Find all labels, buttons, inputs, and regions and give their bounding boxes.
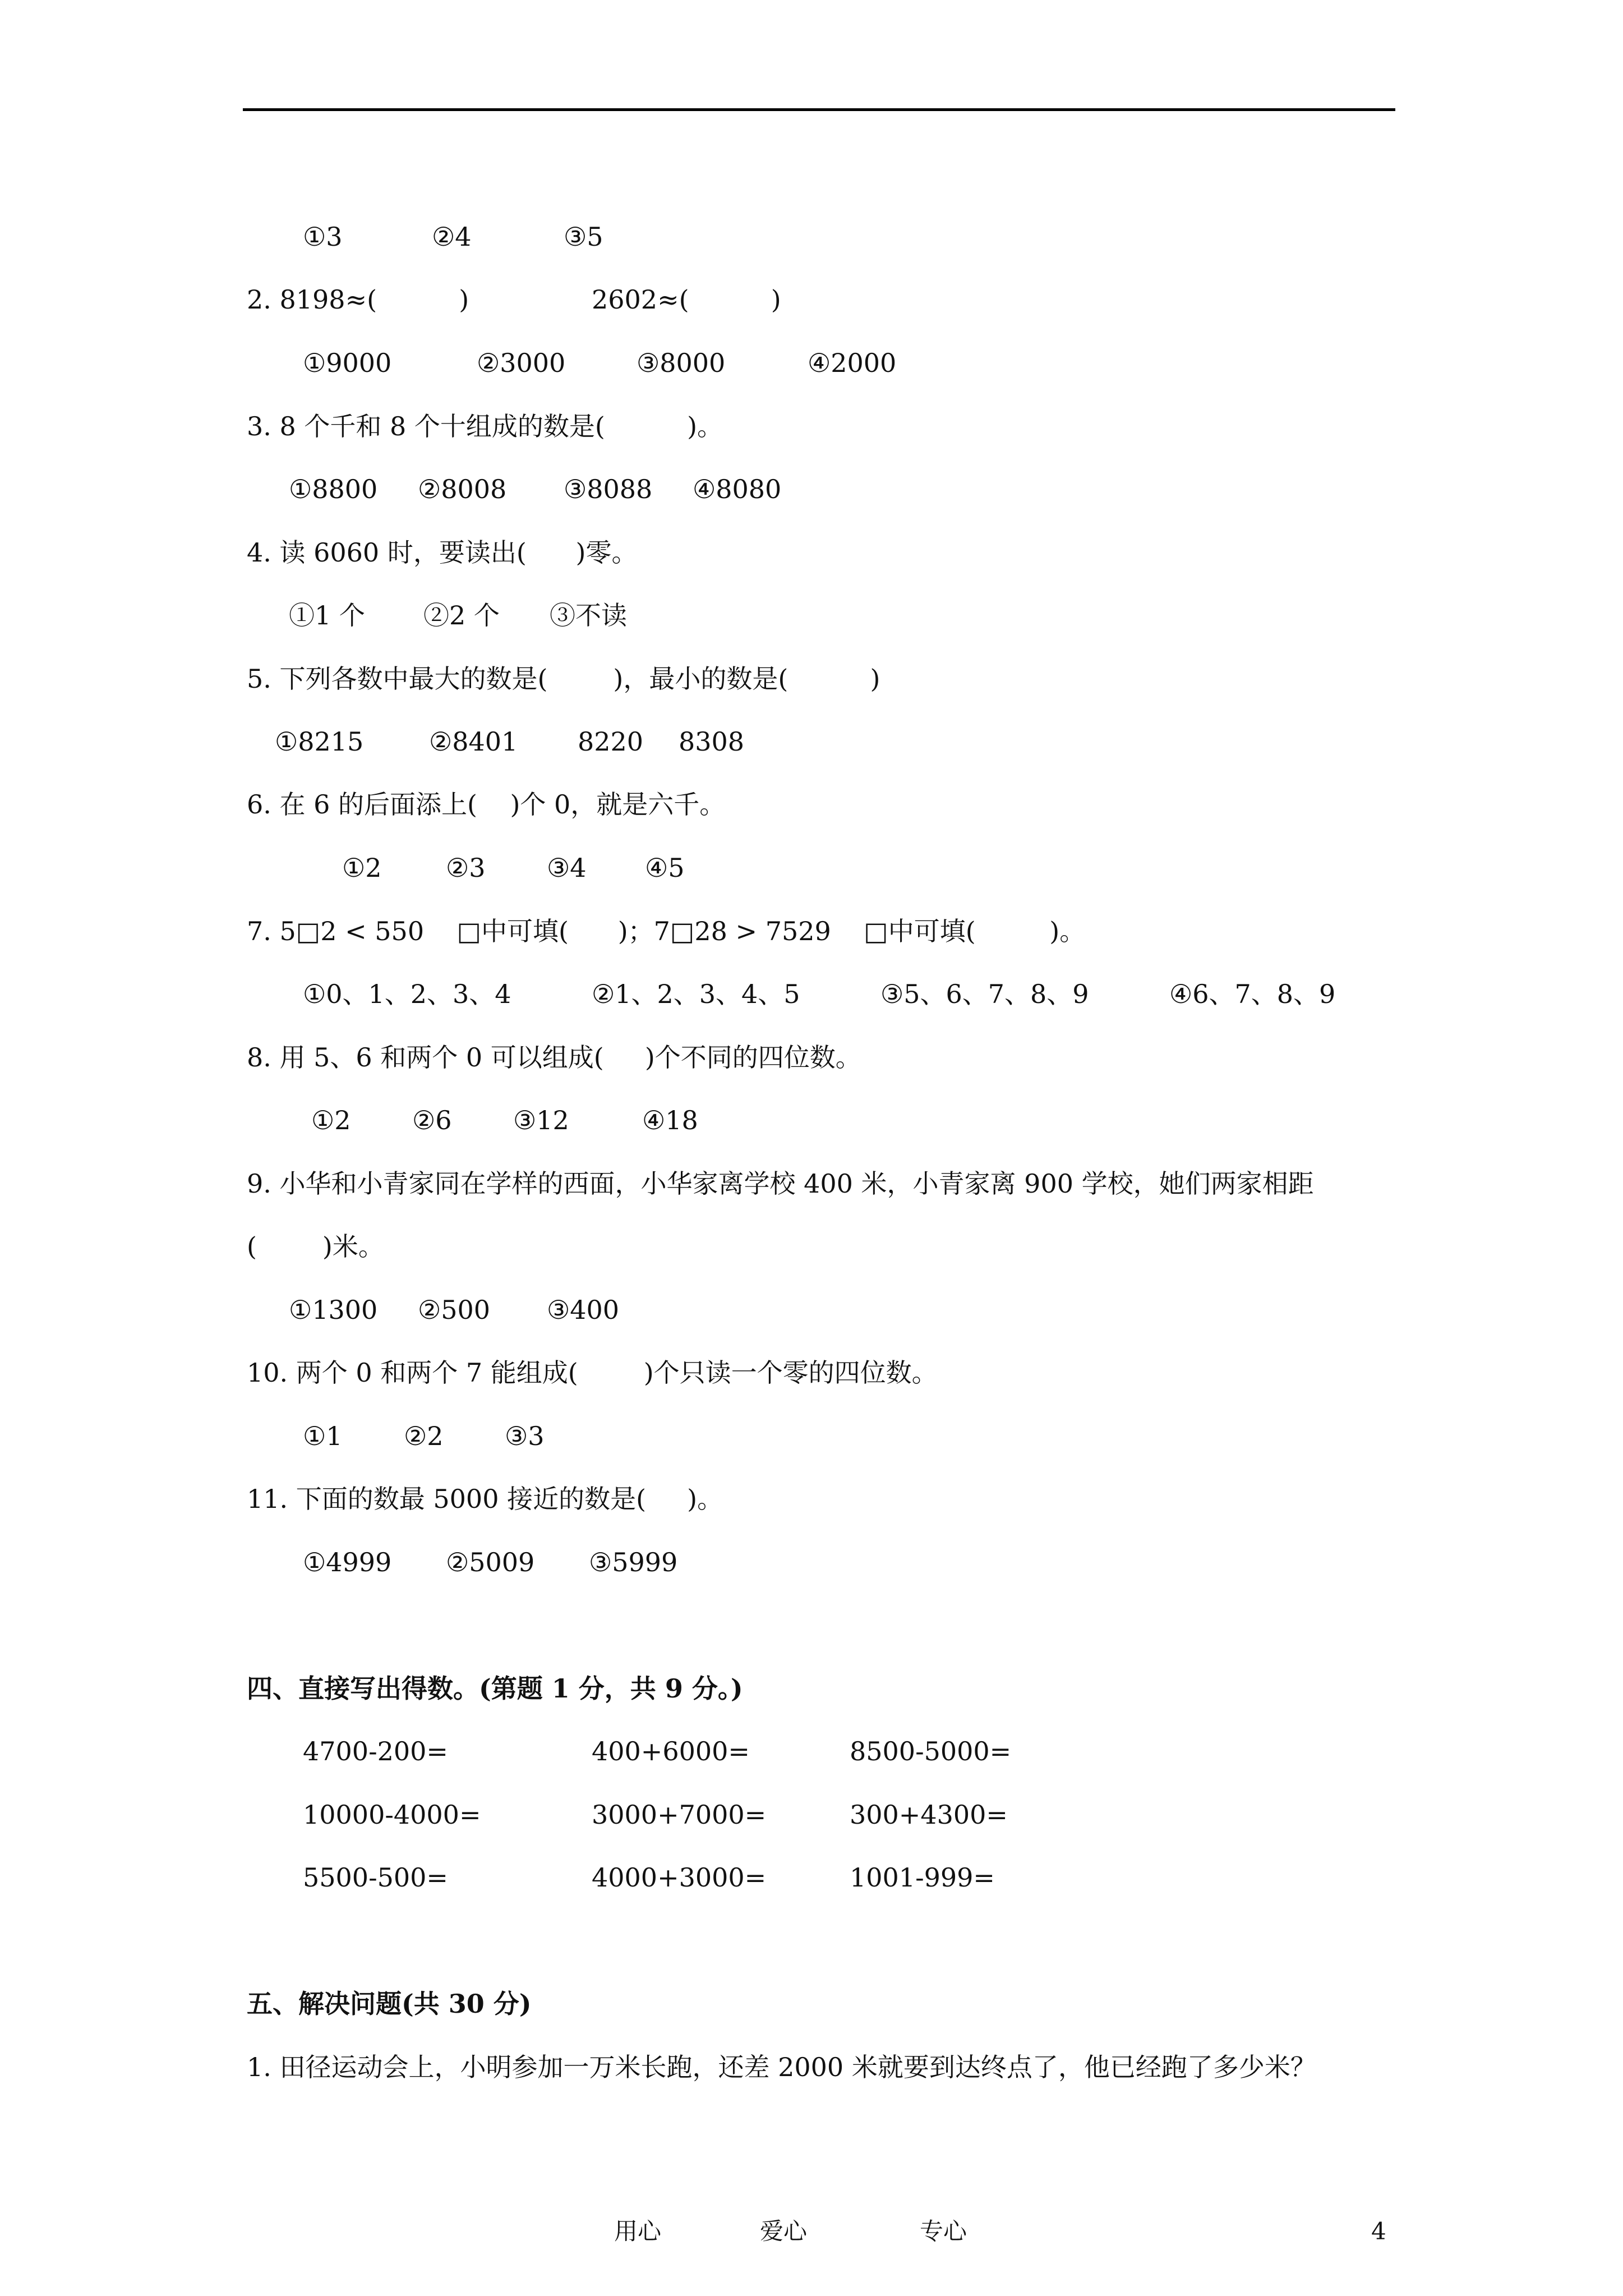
header-rule	[243, 108, 1395, 111]
q2-option-1: ①9000	[303, 348, 392, 378]
q7-option-3: ③5、6、7、8、9	[880, 979, 1089, 1009]
footer-item-3: 专心	[920, 2217, 967, 2245]
section4-heading: 四、直接写出得数。(第题 1 分，共 9 分。)	[247, 1673, 743, 1704]
q11-option-3: ③5999	[589, 1547, 678, 1577]
q1-option-2: ②4	[432, 222, 472, 252]
q2-option-4: ④2000	[808, 348, 897, 378]
q4-stem: 4. 读 6060 时，要读出( )零。	[247, 537, 638, 568]
q2-option-2: ②3000	[477, 348, 566, 378]
footer-item-2: 爱心	[760, 2217, 808, 2245]
q5-option-3: 8220	[578, 726, 644, 757]
page-number: 4	[1371, 2217, 1386, 2245]
q5-option-2: ②8401	[429, 726, 518, 757]
q8-option-2: ②6	[412, 1105, 452, 1135]
q8-option-1: ①2	[311, 1105, 351, 1135]
q2-stem-b: 2602≈( )	[592, 284, 781, 315]
q3-stem: 3. 8 个千和 8 个十组成的数是( )。	[247, 411, 723, 441]
q1-option-1: ①3	[303, 222, 343, 252]
q9-option-2: ②500	[418, 1295, 491, 1325]
q9-option-1: ①1300	[289, 1295, 378, 1325]
calc-cell: 300+4300=	[850, 1800, 1008, 1830]
q11-stem: 11. 下面的数最 5000 接近的数是( )。	[247, 1484, 723, 1514]
q7-option-1: ①0、1、2、3、4	[303, 979, 511, 1009]
q6-stem: 6. 在 6 的后面添上( )个 0，就是六千。	[247, 789, 726, 820]
q6-option-3: ③4	[547, 853, 587, 883]
q10-option-3: ③3	[505, 1421, 545, 1451]
q7-option-2: ②1、2、3、4、5	[592, 979, 800, 1009]
q5-option-4: 8308	[679, 726, 745, 757]
q2-stem-a: 2. 8198≈( )	[247, 284, 469, 315]
q8-stem: 8. 用 5、6 和两个 0 可以组成( )个不同的四位数。	[247, 1042, 861, 1073]
q6-option-2: ②3	[446, 853, 486, 883]
q3-option-3: ③8088	[564, 474, 653, 504]
q7-option-4: ④6、7、8、9	[1169, 979, 1336, 1009]
calc-cell: 400+6000=	[592, 1736, 750, 1766]
q5-option-1: ①8215	[275, 726, 364, 757]
q6-option-4: ④5	[645, 853, 685, 883]
q9-stem-line1: 9. 小华和小青家同在学样的西面，小华家离学校 400 米，小青家离 900 学校，她们两家相距	[247, 1168, 1314, 1199]
calc-cell: 5500-500=	[303, 1862, 448, 1893]
q7-stem: 7. 5□2 < 550 □中可填( )；7□28 > 7529 □中可填( )。	[247, 916, 1086, 946]
q10-option-1: ①1	[303, 1421, 343, 1451]
q8-option-4: ④18	[642, 1105, 698, 1135]
q11-option-1: ①4999	[303, 1547, 392, 1577]
calc-cell: 1001-999=	[850, 1862, 995, 1893]
calc-cell: 3000+7000=	[592, 1800, 767, 1830]
q6-option-1: ①2	[342, 853, 382, 883]
section5-q1: 1. 田径运动会上，小明参加一万米长跑，还差 2000 米就要到达终点了，他已经跑了多少米？	[247, 2052, 1316, 2082]
q10-option-2: ②2	[404, 1421, 444, 1451]
footer-item-1: 用心	[614, 2217, 662, 2245]
q8-option-3: ③12	[513, 1105, 569, 1135]
q3-option-4: ④8080	[693, 474, 782, 504]
q3-option-1: ①8800	[289, 474, 378, 504]
calc-cell: 4000+3000=	[592, 1862, 767, 1893]
q4-option-3: ③不读	[550, 600, 627, 631]
calc-cell: 8500-5000=	[850, 1736, 1012, 1766]
section5-heading: 五、解决问题(共 30 分)	[247, 1989, 532, 2019]
q5-stem: 5. 下列各数中最大的数是( )，最小的数是( )	[247, 664, 880, 694]
q9-stem-line2: ( )米。	[247, 1231, 384, 1262]
q9-option-3: ③400	[547, 1295, 620, 1325]
q11-option-2: ②5009	[446, 1547, 535, 1577]
q4-option-1: ①1 个	[289, 600, 365, 631]
q4-option-2: ②2 个	[423, 600, 500, 631]
q10-stem: 10. 两个 0 和两个 7 能组成( )个只读一个零的四位数。	[247, 1358, 938, 1388]
q2-option-3: ③8000	[637, 348, 726, 378]
calc-cell: 4700-200=	[303, 1736, 448, 1766]
q1-option-3: ③5	[564, 222, 603, 252]
calc-cell: 10000-4000=	[303, 1800, 481, 1830]
q3-option-2: ②8008	[418, 474, 507, 504]
